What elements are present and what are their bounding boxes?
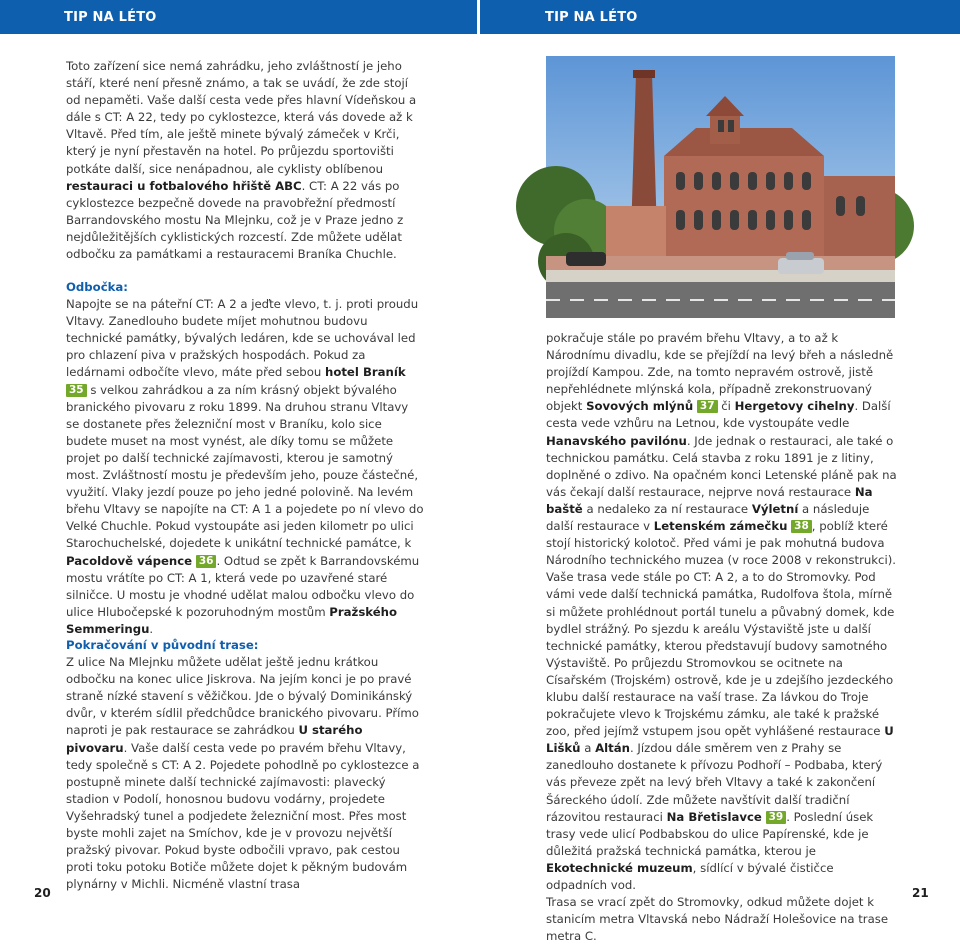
u-stareho-pivovaru-name: U starého pivovaru xyxy=(66,723,363,755)
left-odbocka xyxy=(66,279,424,638)
header-title-right: TIP NA LÉTO xyxy=(545,9,638,25)
right-text xyxy=(546,330,898,945)
header-right xyxy=(480,0,960,34)
right-text-3-mid: a xyxy=(580,741,596,756)
odbocka-text-1: Napojte se na páteřní CT: A 2 a jeďte vlevo, t. j. proti proudu Vltavy. Zanedlouho budete míjet mohutnou budovu technické památky, bývalých ledáren, kde se uchovával led pro chlazení piva v pražských hospodách. Pokud za ledárnami odbočíte vlevo, máte před sebou xyxy=(66,297,419,380)
right-text-5: . Poslední úsek trasy vede ulicí Podbabskou do ulice Papírenské, kde je důležitá pražská technická památka, kterou je xyxy=(546,809,874,858)
right-text-1: pokračuje stále po pravém břehu Vltavy, a to až k Národnímu divadlu, kde se přejíždí na levý břeh a následně projíždí Kampou. Zde, na tomto nepravém ostrově, jistě nepřehlédnete mlýnská kola, případně zrekonstruovaný objekt xyxy=(546,331,894,414)
right-text-5-end: , sídlící v bývalé čističce odpadních vod. xyxy=(546,860,834,892)
intro-bold: restauraci u fotbalového hřiště ABC xyxy=(66,178,302,193)
page-number-left: 20 xyxy=(34,886,51,900)
brewery-photo xyxy=(546,56,895,318)
left-pokracovani xyxy=(66,637,424,893)
odbocka-text-2: s velkou zahrádkou a za ním krásný objekt bývalého branického pivovaru z roku 1899. Na druhou stranu Vltavy se dostanete přes železniční most v Braníku, kolo sice budete muset na most vynést, ale díky tomu se můžete projet po další technické zajímavosti, kterou je samotný most. Zvláštností mostu je především jeho, pouze částečné, využití. Vlaky jezdí pouze po jeho jedné polovině. Na levém břehu Vltavy se napojíte na CT: A 1 a pojedete po ní vlevo do Velké Chuchle. Pokud vystoupáte asi jeden kilometr po ulici Starochuchelské, dojedete k unikátní technické památce, k xyxy=(66,382,424,551)
na-baste-name: Na baště xyxy=(546,484,873,516)
hotel-branik-name: hotel Braník xyxy=(325,365,406,380)
hanavsky-pavilon-name: Hanavského pavilónu xyxy=(546,433,687,448)
hergetova-cihelna-name: Hergetovy cihelny xyxy=(734,399,855,414)
right-text-1-mid: či xyxy=(717,399,735,414)
na-bretislavce-name: Na Břetislavce xyxy=(666,809,762,824)
pokracovani-text-2: . Vaše další cesta vede po pravém břehu Vltavy, tedy společně s CT: A 2. Pojedete pohodlně po cyklostezce a postupně minete další technické zajímavosti: plavecký stadion v Podolí, honosnou budovu vodárny, projedete Vyšehradský tunel a podjedete železniční most. Přes most byste mohli zajet na Smíchov, kde je v provozu největší pražský pivovar. Pokud byste odbočili vpravo, pak cestou proti toku potoku Botiče můžete dojet k pěkným budovám plynárny v Michli. Nicméně vlastní trasa xyxy=(66,740,420,892)
page-number-right: 21 xyxy=(912,886,929,900)
poi-badge-38: 38 xyxy=(791,520,812,533)
pacoldova-vapenka-name: Pacoldově vápence xyxy=(66,553,193,568)
u-lisku-name: U Lišků xyxy=(546,724,894,756)
header-title-left: TIP NA LÉTO xyxy=(64,9,157,25)
pokracovani-paragraph xyxy=(66,654,424,893)
intro-text-b: . CT: A 22 vás po cyklostezce bezpečně dovede na pravobřežní předmostí Barrandovského mostu Na Mlejnku, což je v Praze jedno z nejdůležitějších cyklistických rozcestí. Zde můžete udělat odbočku za památkami a restauracemi Braníka Chuchle. xyxy=(66,178,404,262)
header-left xyxy=(0,0,477,34)
right-paragraph-1 xyxy=(546,330,898,894)
right-paragraph-2: Trasa se vrací zpět do Stromovky, odkud můžete dojet k stanicím metra Vltavská nebo Nádraží Holešovice na trase metra C. xyxy=(546,895,889,944)
right-text-4: . Jízdou dále směrem ven z Prahy se zanedlouho dostanete k přívozu Podhoří – Podbaba, který vás převeze zpět na levý břeh Vltavy a také k zakončení Šáreckého údolí. Zde můžete navštívit další tradiční rázovitou restauraci xyxy=(546,741,883,824)
ekotechnicke-muzeum-name: Ekotechnické muzeum xyxy=(546,860,693,875)
poi-badge-36: 36 xyxy=(196,555,217,568)
sovovy-mlyny-name: Sovových mlýnů xyxy=(586,399,694,414)
pokracovani-heading: Pokračování v původní trase: xyxy=(66,638,259,652)
right-text-2b: a nedaleko za ní restaurace xyxy=(582,501,752,516)
altan-name: Altán xyxy=(595,741,630,756)
poi-badge-39: 39 xyxy=(766,811,787,824)
odbocka-heading: Odbočka: xyxy=(66,280,128,294)
right-text-3: , poblíž které stojí historický kolotoč. Před vámi je pak mohutná budova Národního technického muzea (v roce 2008 v rekonstrukci). Vaše trasa vede stále po CT: A 2, a to do Stromovky. Pod vámi vede další technická památka, Rudolfova štola, mírně si můžete prohlédnout portál tunelu a půvabný domek, kde bydlel strážný. Po sjezdu k areálu Výstaviště jste u další technické památky, kterou představují budovy samotného Výstaviště. Po průjezdu Stromovkou se ocitnete na Císařském (Trojském) ostrově, kde je u zdejšího jezdeckého klubu další restaurace na vaší trase. Za lávkou do Troje pokračujete vlevo k Trojskému zámku, ale také k pražské zoo, před jejímž vstupem jsou opět vyhlášené restaurace xyxy=(546,519,897,739)
odbocka-text-3: . Odtud se zpět k Barrandovskému mostu vrátíte po CT: A 1, která vede po uzavřené staré silničce. U mostu je vhodné udělat malou odbočku vlevo do ulice Hlubočepské k pozoruhodným mostům xyxy=(66,553,420,619)
odbocka-paragraph xyxy=(66,296,424,638)
right-text-2c: a následuje další restaurace v xyxy=(546,501,870,534)
right-text-2: . Jde jednak o restauraci, ale také o technickou památku. Celá stavba z roku 1891 je z litiny, doplněné o zdivo. Na opačném konci Letenské pláně pak na vás čekají další restaurace, nejprve nová restaurace xyxy=(546,433,897,499)
poi-badge-37: 37 xyxy=(697,400,718,413)
semmering-name: Pražského Semmeringu xyxy=(66,604,398,636)
intro-paragraph xyxy=(66,58,424,263)
left-intro xyxy=(66,58,424,263)
odbocka-end: . xyxy=(149,621,154,636)
poi-badge-35: 35 xyxy=(66,384,87,397)
letensky-zamecek-name: Letenském zámečku xyxy=(653,519,788,534)
vyletni-name: Výletní xyxy=(751,501,799,516)
intro-text-a: Toto zařízení sice nemá zahrádku, jeho zvláštností je jeho stáří, které není přesně známo, a tak se uvádí, že zde stojí od nepaměti. Vaše další cesta vede přes hlavní Vídeňskou a dále s CT: A 22, tedy po cyklostezce, která vás dovede až k Vltavě. Před tím, ale ještě minete bývalý zámeček v Krči, který je nyní přestavěn na hotel. Po průjezdu sportovišti potkáte další, sice nenápadnou, ale cyklisty oblíbenou xyxy=(66,59,417,176)
right-text-1b: . Další cesta vede vzhůru na Letnou, kde vystoupáte vedle xyxy=(546,399,891,431)
pokracovani-text-1: Z ulice Na Mlejnku můžete udělat ještě jednu krátkou odbočku na konec ulice Jiskrova. Na jejím konci je po pravé straně nízké stavení s věžičkou. Jde o bývalý Dominikánský dvůr, v kterém sídlil předchůdce branického pivovaru. Přímo naproti je pak restaurace se zahrádkou xyxy=(66,655,419,738)
